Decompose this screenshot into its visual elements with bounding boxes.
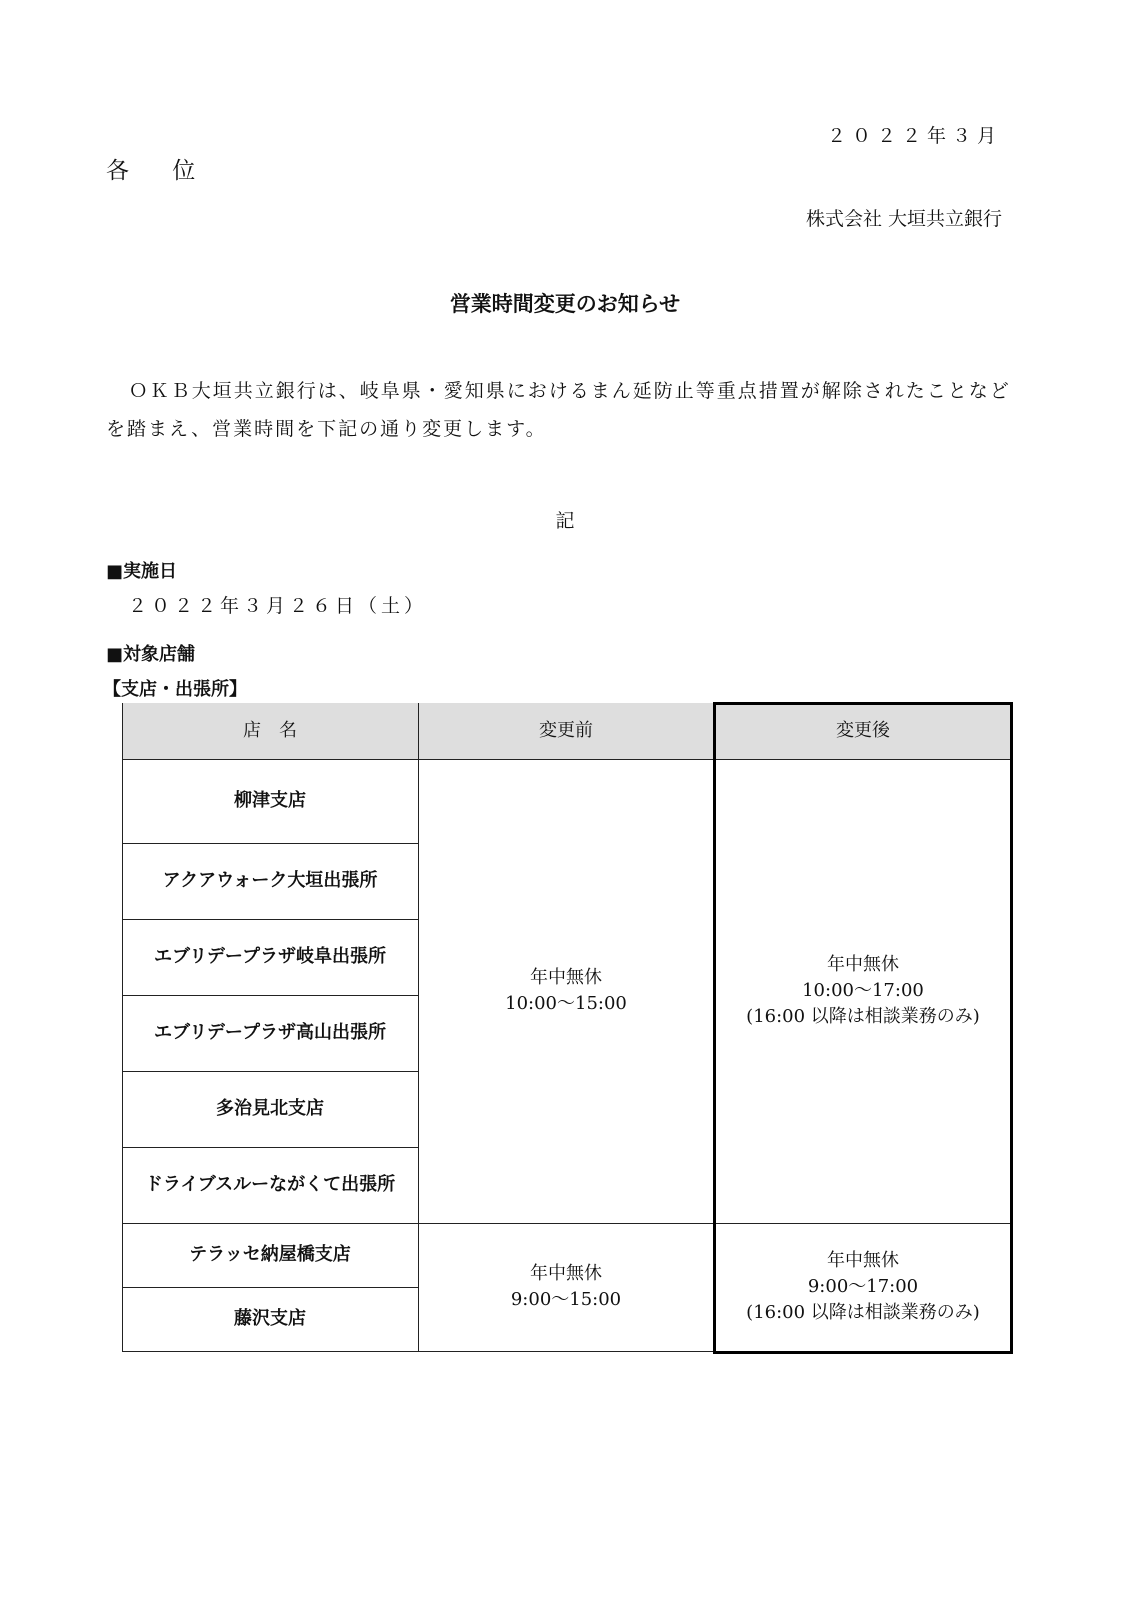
table-rule xyxy=(122,1147,418,1148)
table-rule xyxy=(122,1287,418,1288)
addressee: 各 位 xyxy=(106,158,214,184)
branch-name: アクアウォーク大垣出張所 xyxy=(162,870,378,891)
hours-time: 10:00〜15:00 xyxy=(505,993,627,1014)
table-rule xyxy=(122,919,418,920)
hours-time: 10:00〜17:00 xyxy=(802,980,924,1001)
after-column-highlight xyxy=(713,702,1013,1354)
hours-note: (16:00 以降は相談業務のみ) xyxy=(746,1006,980,1027)
header-before: 変更前 xyxy=(418,703,714,759)
hours-note: (16:00 以降は相談業務のみ) xyxy=(746,1302,980,1323)
hours-label: 年中無休 xyxy=(826,1250,899,1271)
page-title: 営業時間変更のお知らせ xyxy=(449,292,681,316)
table-rule xyxy=(122,1351,714,1352)
branch-name: エブリデープラザ岐阜出張所 xyxy=(153,946,387,967)
hours-before-group2 xyxy=(418,1223,714,1351)
table-rule xyxy=(122,703,123,1351)
branch-name: エブリデープラザ高山出張所 xyxy=(153,1022,387,1043)
branch-name: 多治見北支店 xyxy=(216,1098,324,1119)
header-name: 店 名 xyxy=(122,703,418,759)
hours-before-group1 xyxy=(418,759,714,1223)
hours-label: 年中無休 xyxy=(826,954,899,975)
branch-name: テラッセ納屋橋支店 xyxy=(189,1244,351,1265)
header-after: 変更後 xyxy=(714,703,1012,759)
implementation-date: ２０２２年３月２６日（土） xyxy=(128,595,428,617)
document-date: ２０２２年３月 xyxy=(826,125,1002,147)
branch-name: 柳津支店 xyxy=(234,790,306,811)
table-rule xyxy=(122,1071,418,1072)
branch-subheading: 【支店・出張所】 xyxy=(103,679,247,700)
table-rule xyxy=(418,703,419,1351)
body-paragraph xyxy=(106,372,1026,448)
hours-table xyxy=(122,703,1012,1353)
hours-time: 9:00〜15:00 xyxy=(510,1289,622,1310)
hours-label: 年中無休 xyxy=(529,1263,602,1284)
hours-time: 9:00〜17:00 xyxy=(807,1276,919,1297)
hours-label: 年中無休 xyxy=(530,967,602,988)
table-rule xyxy=(122,843,418,844)
implementation-heading: ■実施日 xyxy=(106,561,178,582)
branch-name: 藤沢支店 xyxy=(234,1308,306,1329)
body-text: ＯＫＢ大垣共立銀行は、岐阜県・愛知県におけるまん延防止等重点措置が解除されたことなどを踏まえ、営業時間を下記の通り変更します。 xyxy=(106,380,1011,440)
table-rule xyxy=(122,995,418,996)
branch-name: ドライブスルーながくて出張所 xyxy=(144,1174,396,1195)
ki-marker: 記 xyxy=(555,510,575,532)
target-heading: ■対象店舗 xyxy=(106,644,196,665)
company-name: 株式会社 大垣共立銀行 xyxy=(805,208,1002,230)
